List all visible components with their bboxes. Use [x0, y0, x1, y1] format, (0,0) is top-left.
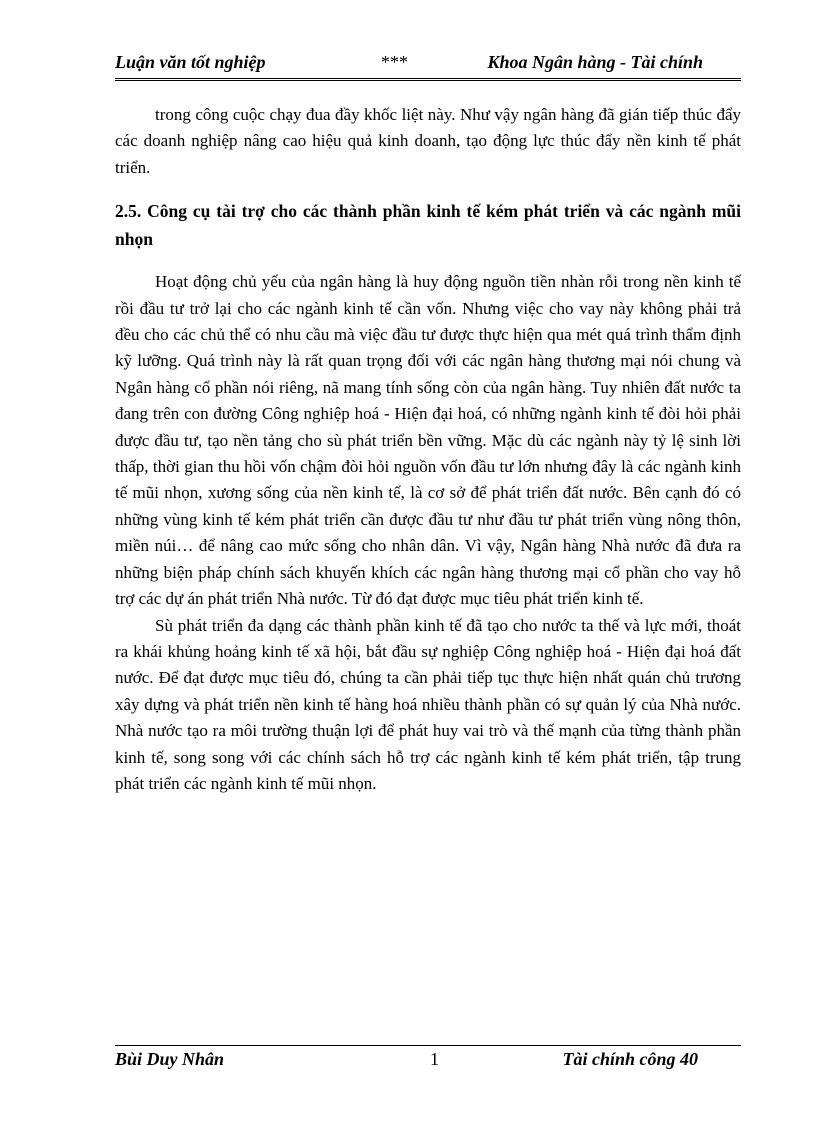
footer-class-label: Tài chính công 40	[562, 1049, 698, 1069]
page-number: 1	[430, 1049, 439, 1069]
section-heading: 2.5. Công cụ tài trợ cho các thành phần kinh tế kém phát triển và các ngành mũi nhọn	[115, 201, 741, 250]
page-footer	[115, 1049, 741, 1075]
footer-rule	[115, 1045, 741, 1046]
header-faculty-label: Khoa Ngân hàng - Tài chính	[487, 52, 703, 72]
page-header	[115, 52, 741, 78]
header-thesis-label: Luận văn tốt nghiệp	[115, 52, 266, 72]
footer-author: Bùi Duy Nhân	[115, 1049, 225, 1069]
body-paragraph-2: Sù phát triển đa dạng các thành phần kinh tế đã tạo cho nước ta thế và lực mới, thoát ra khái khủng hoảng kinh tế xã hội, bắt đầu sự nghiệp Công nghiệp hoá - Hiện đại hoá đất nước. Để đạt được mục tiêu đó, chúng ta cần phải tiếp tục thực hiện nhất quán chủ trương xây dựng và phát triển nền kinh tế hàng hoá nhiều thành phần có sự quản lý của Nhà nước. Nhà nước tạo ra môi trường thuận lợi để phát huy vai trò và thế mạnh của từng thành phần kinh tế, song song với các chính sách hỗ trợ các ngành kinh tế kém phát triển, tập trung phát triển các ngành kinh tế mũi nhọn.	[115, 615, 741, 793]
intro-paragraph: trong công cuộc chạy đua đầy khốc liệt này. Như vậy ngân hàng đã gián tiếp thúc đẩy các doanh nghiệp nâng cao hiệu quả kinh doanh, tạo động lực thúc đẩy nền kinh tế phát triển.	[115, 105, 741, 177]
header-separator: ***	[381, 52, 408, 72]
body-paragraph-1: Hoạt động chủ yếu của ngân hàng là huy động nguồn tiền nhàn rỗi trong nền kinh tế rồi đầu tư trở lại cho các ngành kinh tế cần vốn. Nhưng việc cho vay này không phải trả đều cho các chủ thể có nhu cầu mà việc đầu tư được thực hiện qua mét quá trình thẩm định kỹ lưỡng. Quá trình này là rất quan trọng đối với các ngân hàng thương mại nói chung và Ngân hàng cổ phần nói riêng, nã mang tính sống còn của ngân hàng. Tuy nhiên đất nước ta đang trên con đường Công nghiệp hoá - Hiện đại hoá, có những ngành kinh tế đòi hỏi phải được đầu tư, tạo nền tảng cho sù phát triển bền vững. Mặc dù các ngành này tỷ lệ sinh lời thấp, thời gian thu hồi vốn chậm đòi hỏi nguồn vốn đầu tư lớn nhưng đây là các ngành kinh tế mũi nhọn, xương sống của nền kinh tế, là cơ sở để phát triển đất nước. Bên cạnh đó có những vùng kinh tế kém phát triển cần được đầu tư như đầu tư phát triển vùng nông thôn, miền núi… để nâng cao mức sống cho nhân dân. Vì vậy, Ngân hàng Nhà nước đã đưa ra những biện pháp chính sách khuyến khích các ngân hàng thương mại cổ phần cho vay hỗ trợ các dự án phát triển Nhà nước. Từ đó đạt được mục tiêu phát triển kinh tế.	[115, 272, 741, 609]
header-rule	[115, 78, 741, 81]
page-body	[115, 102, 741, 797]
